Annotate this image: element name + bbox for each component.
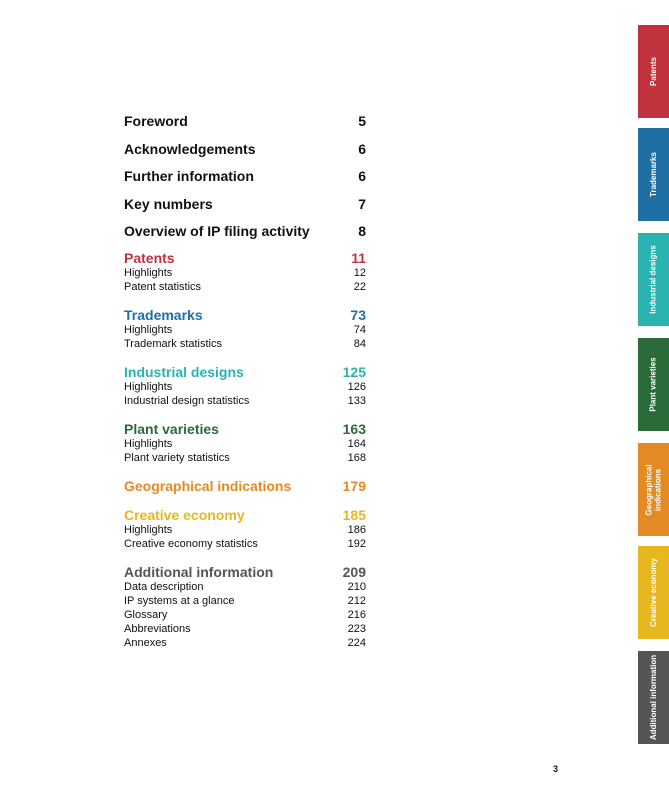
section-tab-label: Additional information	[649, 654, 659, 741]
toc-section	[124, 507, 366, 551]
toc-section-title: Patents	[124, 249, 175, 266]
toc-subentry-page: 84	[353, 337, 366, 350]
toc-subentry-page: 133	[347, 394, 366, 407]
section-tab-label: Geographical indications	[644, 463, 663, 516]
toc-subentry[interactable]	[124, 537, 366, 551]
toc-subentry-page: 126	[347, 380, 366, 393]
toc-subentry-page: 212	[347, 594, 366, 607]
toc-section-page: 11	[351, 249, 366, 266]
toc-section	[124, 478, 366, 494]
toc-section-heading[interactable]	[124, 421, 366, 437]
toc-section-title: Geographical indications	[124, 477, 292, 494]
toc-subentry[interactable]	[124, 451, 366, 465]
toc-subentry-page: 224	[347, 636, 366, 649]
section-tab-label: Creative economy	[649, 558, 659, 627]
section-tab-label: Patents	[649, 57, 658, 86]
toc-entry-page: 6	[358, 140, 366, 157]
toc-subentry-label: IP systems at a glance	[124, 594, 235, 607]
toc-subentry-label: Highlights	[124, 266, 173, 279]
toc-subentry-label: Industrial design statistics	[124, 394, 250, 407]
page-number: 3	[553, 764, 559, 774]
toc-section	[124, 564, 366, 650]
toc-entry[interactable]	[124, 195, 366, 223]
section-tab-label: Trademarks	[649, 152, 659, 197]
toc-subentry-page: 22	[353, 280, 366, 293]
toc-entry[interactable]	[124, 167, 366, 195]
toc-section-page: 125	[342, 363, 366, 380]
toc-subentry[interactable]	[124, 580, 366, 594]
section-tab-label: Plant varieties	[649, 357, 658, 412]
toc-entry-label: Overview of IP filing activity	[124, 223, 310, 240]
toc-subentry-label: Creative economy statistics	[124, 537, 258, 550]
toc-section-page: 73	[350, 306, 366, 323]
toc-section	[124, 421, 366, 465]
toc-entry-page: 5	[358, 113, 366, 129]
toc-subentry-label: Plant variety statistics	[124, 451, 230, 464]
toc-subentry-page: 186	[347, 523, 366, 536]
toc-sections	[124, 250, 366, 650]
toc-subentry[interactable]	[124, 594, 366, 608]
toc-section-title: Creative economy	[124, 506, 245, 523]
toc-subentry-page: 223	[347, 622, 366, 635]
toc-subentry-label: Abbreviations	[124, 622, 191, 635]
toc-section-page: 179	[342, 477, 366, 494]
toc-section-page: 163	[342, 420, 366, 437]
toc-subentry-page: 216	[347, 608, 366, 621]
toc-subentry[interactable]	[124, 280, 366, 294]
toc-section-heading[interactable]	[124, 564, 366, 580]
main-entries	[124, 112, 366, 250]
toc-subentry[interactable]	[124, 636, 366, 650]
toc-section-title: Plant varieties	[124, 420, 219, 437]
toc-subentry[interactable]	[124, 622, 366, 636]
toc-subentry-label: Highlights	[124, 437, 173, 450]
table-of-contents	[124, 112, 366, 663]
toc-subentry-page: 12	[353, 266, 366, 279]
toc-subentry-label: Data description	[124, 580, 204, 593]
toc-subentry[interactable]	[124, 394, 366, 408]
toc-subentry[interactable]	[124, 523, 366, 537]
toc-section-heading[interactable]	[124, 478, 366, 494]
toc-entry-page: 6	[358, 168, 366, 185]
toc-section-title: Trademarks	[124, 306, 203, 323]
toc-subentry-label: Highlights	[124, 380, 173, 393]
toc-entry-page: 7	[358, 195, 366, 212]
toc-entry-label: Acknowledgements	[124, 140, 256, 157]
toc-subentry-page: 74	[353, 323, 366, 336]
section-tab-label: Industrial designs	[649, 245, 658, 314]
toc-section-page: 209	[342, 563, 366, 580]
toc-entry-label: Key numbers	[124, 195, 213, 212]
toc-entry[interactable]	[124, 112, 366, 140]
toc-entry[interactable]	[124, 140, 366, 168]
toc-section-heading[interactable]	[124, 364, 366, 380]
toc-section-title: Industrial designs	[124, 363, 244, 380]
section-tab-5[interactable]	[638, 443, 669, 536]
section-tab-2[interactable]	[638, 128, 669, 221]
toc-subentry[interactable]	[124, 437, 366, 451]
toc-subentry-label: Highlights	[124, 523, 173, 536]
toc-subentry[interactable]	[124, 337, 366, 351]
toc-subentry-page: 168	[347, 451, 366, 464]
toc-section-title: Additional information	[124, 563, 274, 580]
section-tab-6[interactable]	[638, 546, 669, 639]
toc-section-heading[interactable]	[124, 507, 366, 523]
section-tab-3[interactable]	[638, 233, 669, 326]
toc-subentry[interactable]	[124, 608, 366, 622]
toc-entry-label: Further information	[124, 168, 254, 185]
toc-subentry-page: 192	[347, 537, 366, 550]
toc-section-heading[interactable]	[124, 250, 366, 266]
toc-entry-label: Foreword	[124, 113, 188, 129]
toc-subentry-label: Glossary	[124, 608, 168, 621]
toc-section	[124, 250, 366, 294]
toc-subentry[interactable]	[124, 323, 366, 337]
toc-section	[124, 307, 366, 351]
toc-subentry-label: Annexes	[124, 636, 167, 649]
toc-subentry-label: Highlights	[124, 323, 173, 336]
section-tab-7[interactable]	[638, 651, 669, 744]
toc-subentry-page: 210	[347, 580, 366, 593]
toc-section-heading[interactable]	[124, 307, 366, 323]
toc-entry[interactable]	[124, 222, 366, 250]
toc-entry-page: 8	[358, 223, 366, 240]
toc-subentry[interactable]	[124, 380, 366, 394]
toc-subentry-page: 164	[347, 437, 366, 450]
toc-section	[124, 364, 366, 408]
toc-subentry-label: Trademark statistics	[124, 337, 223, 350]
section-tab-1[interactable]	[638, 25, 669, 118]
toc-subentry[interactable]	[124, 266, 366, 280]
section-tab-4[interactable]	[638, 338, 669, 431]
toc-subentry-label: Patent statistics	[124, 280, 202, 293]
toc-section-page: 185	[342, 506, 366, 523]
